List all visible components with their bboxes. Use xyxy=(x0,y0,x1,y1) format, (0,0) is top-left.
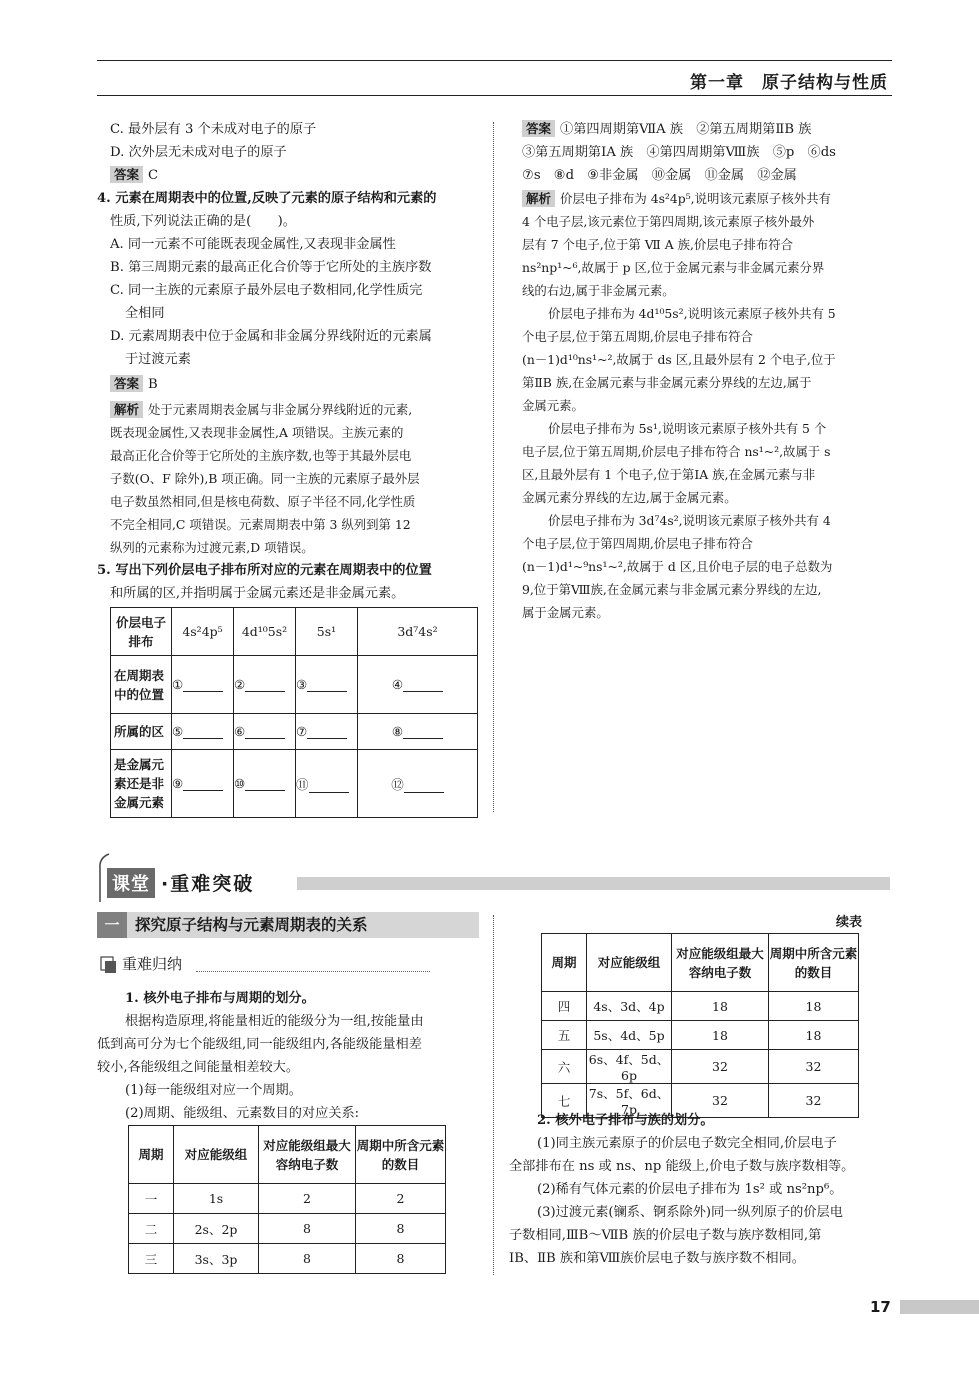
q4-answer-value: B xyxy=(148,377,158,392)
table-header: 周期中所含元素的数目 xyxy=(356,1126,446,1184)
answer-text: ①第四周期第ⅦA 族 ②第五周期第ⅡB 族 xyxy=(560,122,812,137)
analysis-text: 价层电子排布为 4s²4p⁵,说明该元素原子核外共有 xyxy=(560,191,831,206)
p1-title xyxy=(97,987,482,1010)
q4-option-d-cont: 于过渡元素 xyxy=(125,352,191,367)
q4-analysis-line: 子数(O、F 除外),B 项正确。同一主族的元素原子最外层 xyxy=(110,471,420,486)
q3-option-c: C. 最外层有 3 个未成对电子的原子 xyxy=(110,122,317,137)
q3-answer xyxy=(97,164,482,187)
table-header: 对应能级组 xyxy=(587,934,672,992)
column-divider-bottom xyxy=(493,915,494,1275)
answer-blank xyxy=(307,724,347,739)
analysis-line: 价层电子排布为 3d⁷4s²,说明该元素原子核外共有 4 xyxy=(548,513,831,528)
answer-blank xyxy=(245,677,285,692)
header-top-rule xyxy=(97,60,892,61)
answer-blank xyxy=(245,776,285,791)
q4-option-b: B. 第三周期元素的最高正化合价等于它所处的主族序数 xyxy=(110,260,432,275)
analysis-line: 个电子层,位于第四周期,价层电子排布符合 xyxy=(522,536,753,551)
answer-blank xyxy=(183,677,223,692)
table-cell: 三 xyxy=(129,1244,174,1274)
q5-mark: ② xyxy=(234,677,246,692)
note-icon xyxy=(100,956,118,974)
table-cell: 6s、4f、5d、6p xyxy=(587,1050,672,1084)
q4-option-d: D. 元素周期表中位于金属和非金属分界线附近的元素属 xyxy=(110,329,432,344)
q5-cell xyxy=(358,714,478,750)
q5-mark: ⑤ xyxy=(172,724,184,739)
q4-analysis xyxy=(97,398,482,559)
q4-analysis-text: 处于元素周期表金属与非金属分界线附近的元素, xyxy=(148,402,413,417)
analysis-line: 4 个电子层,该元素位于第四周期,该元素原子核外最外 xyxy=(522,214,815,229)
answer-tag: 答案 xyxy=(110,166,143,183)
analysis-line xyxy=(522,187,894,210)
q5-stem xyxy=(97,559,482,582)
bottom-left-text xyxy=(97,987,482,1125)
q5-header-label: 价层电子排布 xyxy=(111,608,172,656)
answer-tag: 答案 xyxy=(522,120,555,137)
section-title: ·重难突破 xyxy=(161,873,255,895)
q4-option-c: C. 同一主族的元素原子最外层电子数相同,化学性质完 xyxy=(110,283,423,298)
answer-blank xyxy=(403,677,443,692)
continued-label: 续表 xyxy=(836,915,863,930)
q5-col-header: 4s²4p⁵ xyxy=(172,608,234,656)
subsection-title: 探究原子结构与元素周期表的关系 xyxy=(135,916,368,934)
table-cell: 四 xyxy=(542,992,587,1021)
q4-analysis-line: 既表现金属性,又表现非金属性,A 项错误。主族元素的 xyxy=(110,425,404,440)
table-cell: 32 xyxy=(769,1050,859,1084)
analysis-line: 电子层,位于第五周期,价层电子排布符合 ns¹~²,故属于 s xyxy=(522,444,831,459)
q4-stem xyxy=(97,187,482,210)
table-header: 对应能级组 xyxy=(174,1126,259,1184)
section-bar xyxy=(297,877,890,890)
answer-tag: 答案 xyxy=(110,375,143,392)
analysis-line: 第ⅡB 族,在金属元素与非金属元素分界线的左边,属于 xyxy=(522,375,812,390)
table-cell: 18 xyxy=(769,992,859,1021)
table-cell: 8 xyxy=(356,1244,446,1274)
analysis-line: 属于金属元素。 xyxy=(522,605,609,620)
q5-col-header: 4d¹⁰5s² xyxy=(234,608,296,656)
header-bottom-rule xyxy=(97,95,892,96)
p1-item: (2)周期、能级组、元素数目的对应关系: xyxy=(125,1106,360,1121)
p2-line: ⅠB、ⅡB 族和第Ⅷ族价层电子数与族序数不相同。 xyxy=(509,1251,805,1266)
p2-line: 子数相同,ⅢB～ⅦB 族的价层电子数与族序数相同,第 xyxy=(509,1228,822,1243)
table-header: 周期 xyxy=(542,934,587,992)
table-header: 周期中所含元素的数目 xyxy=(769,934,859,992)
q5-col-header: 5s¹ xyxy=(296,608,358,656)
q5-cell xyxy=(172,750,234,818)
table-cell: 18 xyxy=(672,1021,769,1050)
p2-title xyxy=(509,1109,894,1132)
analysis-tag: 解析 xyxy=(522,190,555,207)
analysis-line: (n－1)d¹⁰ns¹~²,故属于 ds 区,且最外层有 2 个电子,位于 xyxy=(522,352,836,367)
analysis-line: 金属元素分界线的左边,属于金属元素。 xyxy=(522,490,737,505)
table-cell: 二 xyxy=(129,1214,174,1244)
answer-line: ⑦s ⑧d ⑨非金属 ⑩金属 ⑪金属 ⑫金属 xyxy=(522,168,797,183)
table-cell: 1s xyxy=(174,1184,259,1214)
answer-blank xyxy=(183,724,223,739)
analysis-line: 线的右边,属于非金属元素。 xyxy=(522,283,675,298)
p1-item: (1)每一能级组对应一个周期。 xyxy=(125,1083,302,1098)
subsection-number: 一 xyxy=(97,912,127,938)
sub-heading-rule xyxy=(196,971,430,972)
table-cell: 7s、5f、6d、7p xyxy=(587,1084,672,1118)
q5-cell xyxy=(234,714,296,750)
table-cell: 五 xyxy=(542,1021,587,1050)
q4-analysis-line: 纵列的元素称为过渡元素,D 项错误。 xyxy=(110,540,314,555)
answer-line xyxy=(522,118,894,141)
q5-mark: ⑧ xyxy=(391,724,404,739)
p1-line: 根据构造原理,将能量相近的能级分为一组,按能量由 xyxy=(125,1014,424,1029)
table-cell: 2 xyxy=(259,1184,356,1214)
q5-row-label: 所属的区 xyxy=(111,714,172,750)
p2-line: (2)稀有气体元素的价层电子排布为 1s² 或 ns²np⁶。 xyxy=(537,1182,843,1197)
q5-cell xyxy=(234,656,296,714)
q4-stem-line2: 性质,下列说法正确的是( )。 xyxy=(110,214,296,229)
analysis-line: 个电子层,位于第五周期,价层电子排布符合 xyxy=(522,329,753,344)
q4-option-a: A. 同一元素不可能既表现金属性,又表现非金属性 xyxy=(110,237,396,252)
period-table-left xyxy=(128,1125,446,1274)
q4-analysis-line xyxy=(110,398,482,421)
analysis-line: (n－1)d¹~⁹ns¹~²,故属于 d 区,且价电子层的电子总数为 xyxy=(522,559,833,574)
q4-answer xyxy=(97,373,482,396)
analysis-line: 9,位于第Ⅷ族,在金属元素与非金属元素分界线的左边, xyxy=(522,582,822,597)
right-column xyxy=(522,118,894,624)
p2-line: (1)同主族元素原子的价层电子数完全相同,价层电子 xyxy=(537,1136,837,1151)
table-header: 周期 xyxy=(129,1126,174,1184)
page-number-bar xyxy=(900,1300,979,1314)
q5-mark: ⑪ xyxy=(296,776,309,792)
table-cell: 3s、3p xyxy=(174,1244,259,1274)
q5-stem-line1: 5. 写出下列价层电子排布所对应的元素在周期表中的位置 xyxy=(97,563,432,578)
analysis-line: 价层电子排布为 4d¹⁰5s²,说明该元素原子核外共有 5 xyxy=(548,306,836,321)
chapter-title: 第一章 原子结构与性质 xyxy=(690,73,888,93)
table-cell: 4s、3d、4p xyxy=(587,992,672,1021)
table-cell: 七 xyxy=(542,1084,587,1118)
analysis-block xyxy=(522,187,894,624)
q5-cell xyxy=(296,750,358,818)
q5-cell xyxy=(358,750,478,818)
analysis-line: 区,且最外层有 1 个电子,位于第ⅠA 族,在金属元素与非 xyxy=(522,467,816,482)
answer-blank xyxy=(309,778,349,793)
table-header: 对应能级组最大容纳电子数 xyxy=(672,934,769,992)
bottom-right-text xyxy=(509,1109,894,1270)
table-cell: 8 xyxy=(259,1214,356,1244)
analysis-line: 价层电子排布为 5s¹,说明该元素原子核外共有 5 个 xyxy=(548,421,827,436)
q5-stem-line2: 和所属的区,并指明属于金属元素还是非金属元素。 xyxy=(110,586,405,601)
q5-col-header: 3d⁷4s² xyxy=(358,608,478,656)
table-header: 对应能级组最大容纳电子数 xyxy=(259,1126,356,1184)
q3-option-d: D. 次外层无未成对电子的原子 xyxy=(110,145,287,160)
table-cell: 8 xyxy=(356,1214,446,1244)
table-cell: 5s、4d、5p xyxy=(587,1021,672,1050)
q4-analysis-line: 不完全相同,C 项错误。元素周期表中第 3 纵列到第 12 xyxy=(110,517,411,532)
table-cell: 32 xyxy=(769,1084,859,1118)
q4-option-c-cont: 全相同 xyxy=(125,306,165,321)
answer-blank xyxy=(403,724,443,739)
ketang-label: 课堂 xyxy=(107,868,155,898)
q5-mark: ⑥ xyxy=(234,724,246,739)
table-cell: 2s、2p xyxy=(174,1214,259,1244)
table-cell: 32 xyxy=(672,1050,769,1084)
q5-cell xyxy=(358,656,478,714)
subsection-heading xyxy=(97,912,479,938)
page-number: 17 xyxy=(870,1298,891,1316)
q4-analysis-line: 最高正化合价等于它所处的主族序数,也等于其最外层电 xyxy=(110,448,412,463)
p2-line: (3)过渡元素(镧系、锕系除外)同一纵列原子的价层电 xyxy=(537,1205,843,1220)
p1-line: 低到高可分为七个能级组,同一能级组内,各能级能量相差 xyxy=(97,1037,422,1052)
analysis-line: 层有 7 个电子,位于第 Ⅶ A 族,价层电子排布符合 xyxy=(522,237,794,252)
q5-row-label: 在周期表中的位置 xyxy=(111,656,172,714)
section-banner xyxy=(97,852,890,904)
q5-table xyxy=(110,607,478,818)
q3-answer-value: C xyxy=(148,168,159,183)
q5-mark: ⑦ xyxy=(296,724,308,739)
answer-blank xyxy=(404,778,444,793)
q5-cell xyxy=(172,656,234,714)
analysis-line: ns²np¹~⁶,故属于 p 区,位于金属元素与非金属元素分界 xyxy=(522,260,825,275)
q5-mark: ⑫ xyxy=(391,776,404,792)
q5-mark: ④ xyxy=(391,677,404,692)
p2-title-text: 2. 核外电子排布与族的划分。 xyxy=(537,1113,714,1128)
q5-mark: ⑨ xyxy=(172,776,184,791)
q4-analysis-line: 电子数虽然相同,但是核电荷数、原子半径不同,化学性质 xyxy=(110,494,416,509)
q5-cell xyxy=(296,656,358,714)
q5-cell xyxy=(172,714,234,750)
answer-blank xyxy=(307,677,347,692)
q5-mark: ⑩ xyxy=(234,776,246,791)
q5-mark: ③ xyxy=(296,677,308,692)
analysis-tag: 解析 xyxy=(110,401,143,418)
q4-stem-line1: 4. 元素在周期表中的位置,反映了元素的原子结构和元素的 xyxy=(97,191,437,206)
table-cell: 18 xyxy=(672,992,769,1021)
q5-row-label: 是金属元素还是非金属元素 xyxy=(111,750,172,818)
answer-blank xyxy=(183,776,223,791)
p1-line: 较小,各能级组之间能量相差较大。 xyxy=(97,1060,300,1075)
period-table-right xyxy=(541,933,859,1118)
left-column xyxy=(97,118,482,605)
answer-line: ③第五周期第ⅠA 族 ④第四周期第Ⅷ族 ⑤p ⑥ds xyxy=(522,145,836,160)
table-cell: 一 xyxy=(129,1184,174,1214)
sub-heading-text: 重难归纳 xyxy=(122,955,183,973)
table-cell: 8 xyxy=(259,1244,356,1274)
answer-blank xyxy=(245,724,285,739)
q5-mark: ① xyxy=(172,677,184,692)
table-cell: 六 xyxy=(542,1050,587,1084)
table-cell: 32 xyxy=(672,1084,769,1118)
p1-title-text: 1. 核外电子排布与周期的划分。 xyxy=(125,991,315,1006)
table-cell: 18 xyxy=(769,1021,859,1050)
q5-cell xyxy=(296,714,358,750)
analysis-line: 金属元素。 xyxy=(522,398,584,413)
p2-line: 全部排布在 ns 或 ns、np 能级上,价电子数与族序数相等。 xyxy=(509,1159,855,1174)
q5-cell xyxy=(234,750,296,818)
table-cell: 2 xyxy=(356,1184,446,1214)
column-divider-top xyxy=(493,122,494,812)
